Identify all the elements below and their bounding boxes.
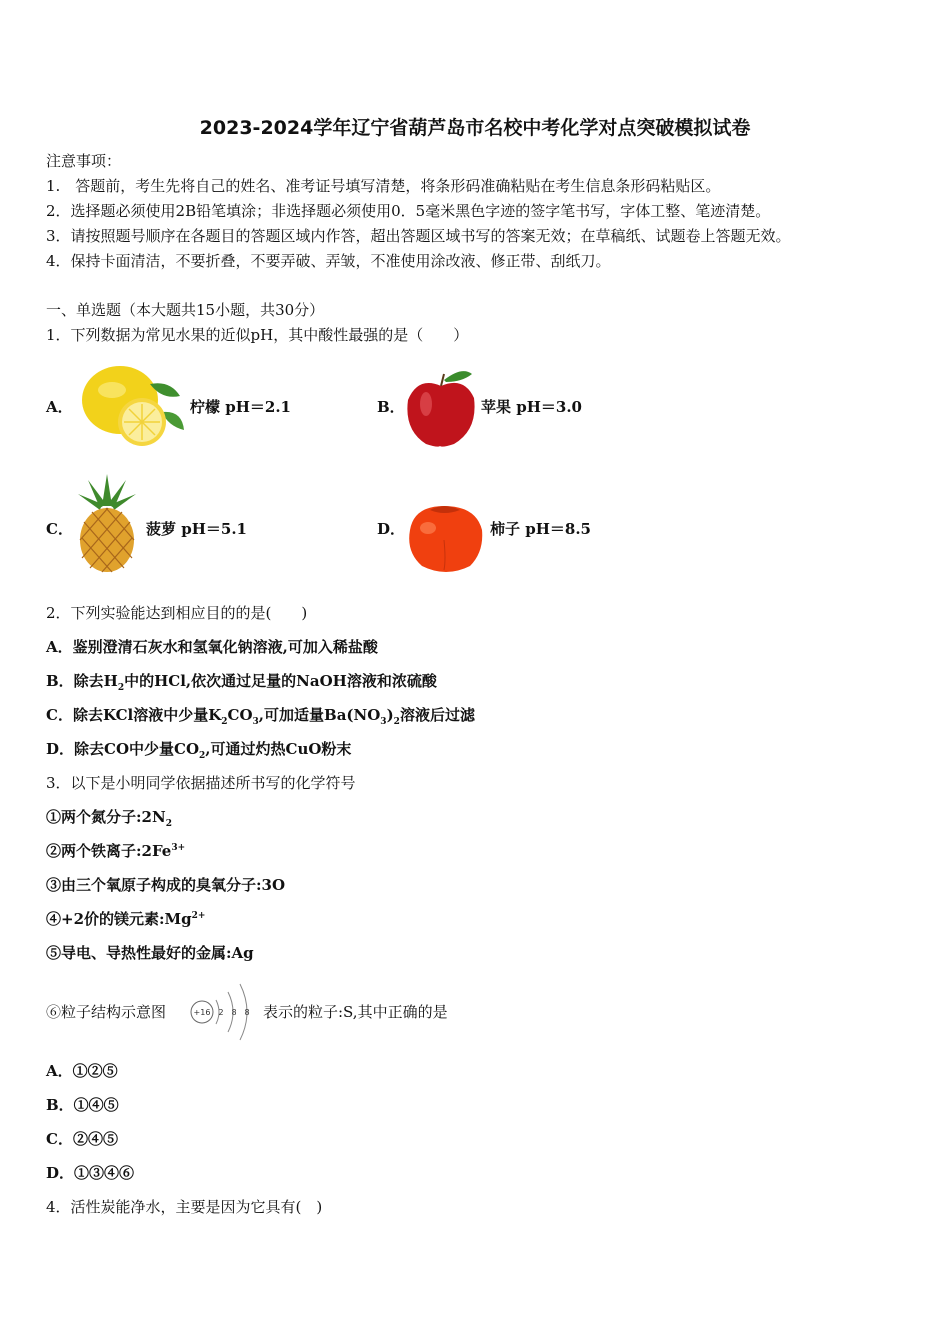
q1-option-a-text: 柠檬 pH＝2.1 — [190, 398, 291, 416]
apple-image — [404, 360, 478, 450]
q3-statement-6-pre: ⑥粒子结构示意图 — [46, 1003, 167, 1021]
q3-stem: 3．以下是小明同学依据描述所书写的化学符号 — [46, 774, 356, 792]
q2-option-d: D．除去CO中少量$CO_2$,可通过灼热CuO粉末 — [46, 740, 352, 761]
q3-statement-2: ②两个铁离子$:2Fe^{3+}$ — [46, 842, 186, 860]
notice-item-3: 3．请按照题号顺序在各题目的答题区域内作答，超出答题区域书写的答案无效；在草稿纸、试题卷上答题无效。 — [46, 227, 791, 245]
q1-option-c-letter: C． — [46, 520, 73, 538]
q1-option-b-letter: B． — [377, 398, 405, 416]
atom-structure-diagram — [186, 980, 258, 1044]
pineapple-image — [74, 472, 140, 574]
q4-stem: 4．活性炭能净水，主要是因为它具有( ) — [46, 1198, 323, 1216]
q2-option-b: B．除去$H_2$中的HCl,依次通过足量的NaOH溶液和浓硫酸 — [46, 672, 437, 693]
q3-option-b: B．①④⑤ — [46, 1096, 119, 1114]
q1-option-c-text: 菠萝 pH＝5.1 — [146, 520, 247, 538]
q3-statement-5: ⑤导电、导热性最好的金属:Ag — [46, 944, 254, 962]
shell-2-count: 8 — [231, 1008, 237, 1017]
q1-option-d-text: 柿子 pH＝8.5 — [490, 520, 591, 538]
persimmon-image — [404, 500, 486, 576]
q3-option-a: A．①②⑤ — [46, 1062, 118, 1080]
page-title: 2023-2024学年辽宁省葫芦岛市名校中考化学对点突破模拟试卷 — [199, 117, 751, 139]
q1-option-a-letter: A． — [46, 398, 73, 416]
shell-3-count: 8 — [244, 1008, 250, 1017]
q1-option-b-text: 苹果 pH＝3.0 — [481, 398, 582, 416]
notice-item-4: 4．保持卡面清洁，不要折叠，不要弄破、弄皱，不准使用涂改液、修正带、刮纸刀。 — [46, 252, 611, 270]
q1-option-d-letter: D． — [377, 520, 406, 538]
notice-item-1: 1. 答题前，考生先将自己的姓名、准考证号填写清楚，将条形码准确粘贴在考生信息条形码粘贴区。 — [46, 177, 721, 195]
q3-option-c: C．②④⑤ — [46, 1130, 118, 1148]
q3-option-d: D．①③④⑥ — [46, 1164, 135, 1182]
q2-option-c: C．除去KCl溶液中少量$K_2CO_3$,可加适量$Ba(NO_3)_2$溶液后过滤 — [46, 706, 475, 727]
q2-stem: 2．下列实验能达到相应目的的是( ) — [46, 604, 308, 622]
notice-heading: 注意事项： — [46, 152, 122, 170]
q3-statement-4: ④+2价的镁元素$:Mg^{2+}$ — [46, 910, 206, 928]
q2-option-a: A．鉴别澄清石灰水和氢氧化钠溶液,可加入稀盐酸 — [46, 638, 378, 656]
notice-item-2: 2．选择题必须使用2B铅笔填涂；非选择题必须使用0．5毫米黑色字迹的签字笔书写，字体工整、笔迹清楚。 — [46, 202, 771, 220]
q3-statement-6-post: 表示的粒子:S,其中正确的是 — [263, 1003, 448, 1021]
q3-statement-3: ③由三个氧原子构成的臭氧分子:3O — [46, 876, 286, 894]
q3-statement-1: ①两个氮分子$:2N_2$ — [46, 808, 172, 829]
lemon-image — [72, 360, 188, 450]
nucleus-label: +16 — [193, 1008, 211, 1017]
q1-stem: 1．下列数据为常见水果的近似pH，其中酸性最强的是（ ） — [46, 326, 469, 344]
shell-1-count: 2 — [218, 1008, 224, 1017]
section-heading: 一、单选题（本大题共15小题，共30分） — [46, 301, 325, 319]
